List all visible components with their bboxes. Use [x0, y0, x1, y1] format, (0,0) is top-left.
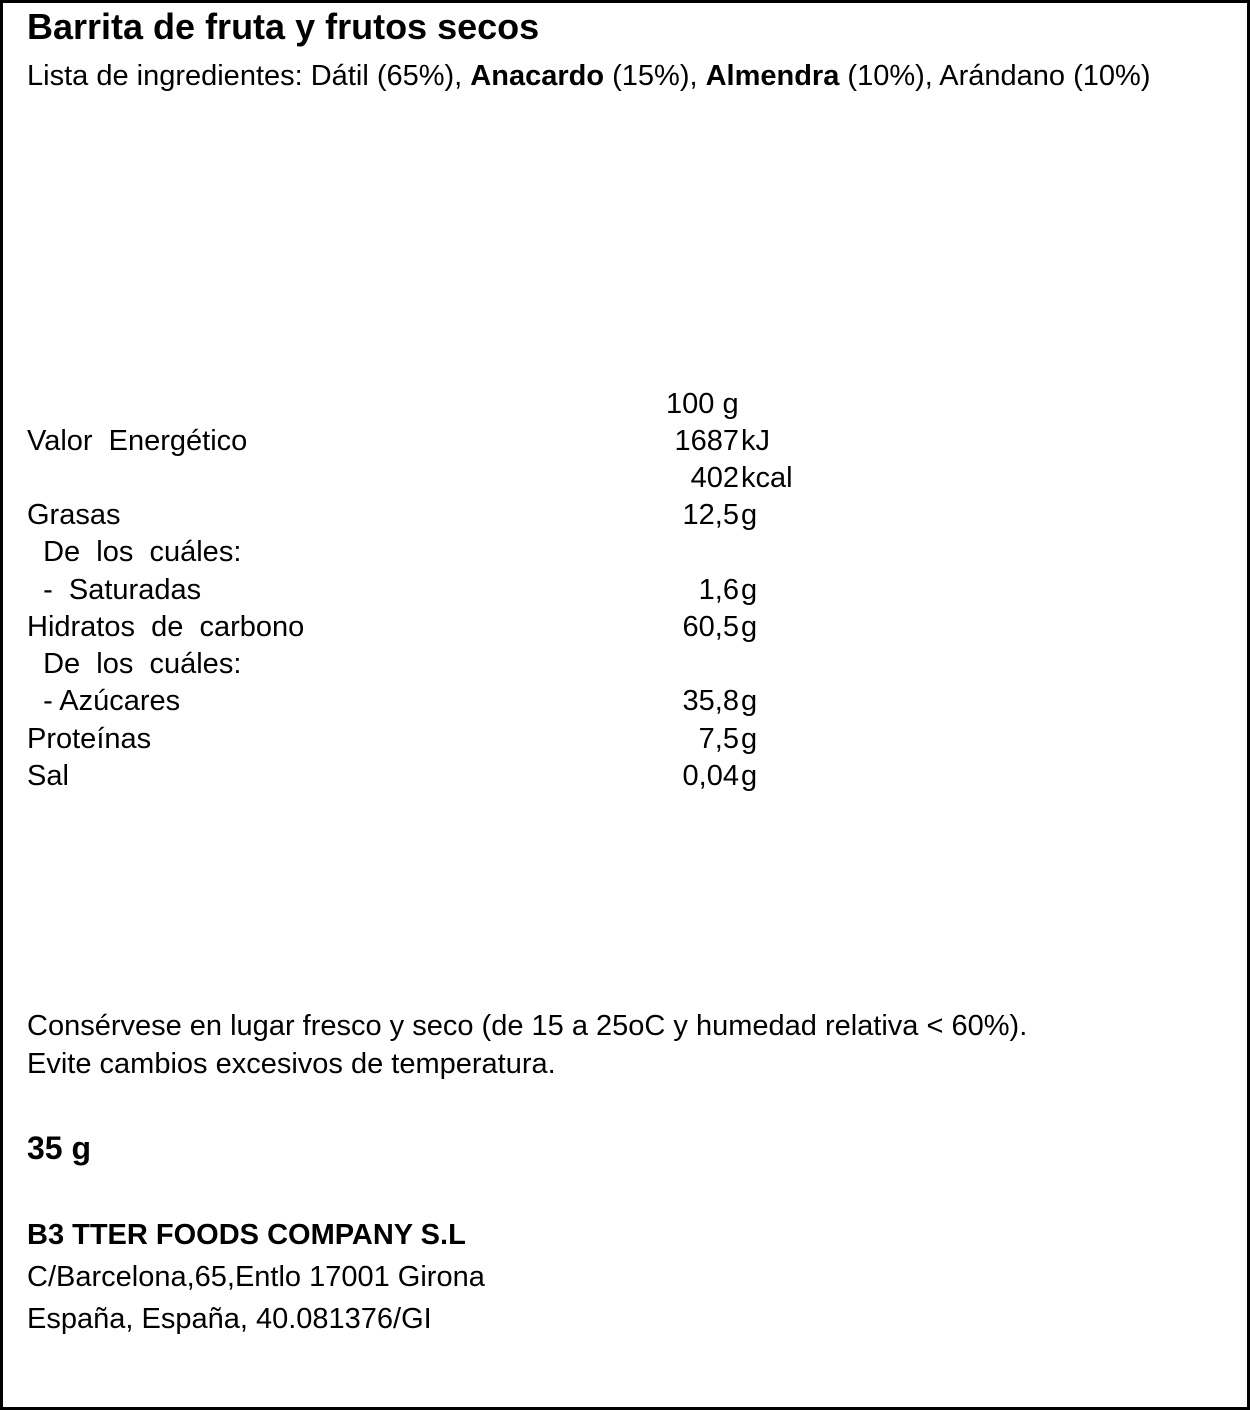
- company-address: C/Barcelona,65,Entlo 17001 Girona: [27, 1261, 485, 1293]
- nutrition-row: [27, 609, 927, 646]
- nutrition-row: [27, 572, 927, 609]
- ingredient-almendra-pct: (10%), Arándano (10%): [839, 60, 1151, 92]
- nutrition-row: [27, 646, 927, 683]
- company-country-registration: España, España, 40.081376/GI: [27, 1303, 432, 1335]
- company-name: B3 TTER FOODS COMPANY S.L: [27, 1219, 466, 1251]
- storage-line-2: Evite cambios excesivos de temperatura.: [27, 1048, 556, 1080]
- nutrient-name: Hidratos de carbono: [27, 611, 305, 643]
- nutrition-header: 100 g: [666, 388, 739, 420]
- nutrition-row: [27, 758, 927, 795]
- nutrition-row: [27, 460, 927, 497]
- ingredient-anacardo-pct: (15%),: [604, 60, 706, 92]
- product-title: Barrita de fruta y frutos secos: [27, 6, 540, 47]
- nutrient-name: De los cuáles:: [27, 648, 242, 680]
- storage-line-1: Consérvese en lugar fresco y seco (de 15 a 25oC y humedad relativa < 60%).: [27, 1010, 1028, 1042]
- nutrition-row: [27, 497, 927, 534]
- ingredients-prefix: Lista de ingredientes: Dátil (65%),: [27, 60, 471, 92]
- net-weight: 35 g: [27, 1130, 92, 1166]
- nutrient-unit: g: [741, 574, 758, 606]
- nutrient-name: Proteínas: [27, 723, 152, 755]
- nutrient-amount: 402: [690, 462, 739, 494]
- nutrient-name: Sal: [27, 760, 69, 792]
- nutrition-row: [27, 423, 927, 460]
- nutrient-unit: kcal: [741, 462, 793, 494]
- nutrition-row: [27, 534, 927, 571]
- nutrient-amount: 60,5: [682, 611, 739, 643]
- nutrient-name: - Azúcares: [27, 685, 181, 717]
- nutrient-unit: g: [741, 611, 758, 643]
- nutrient-amount: 1,6: [698, 574, 739, 606]
- storage-instructions: [27, 1007, 1027, 1083]
- nutrient-name: Grasas: [27, 499, 121, 531]
- nutrient-amount: 0,04: [682, 760, 739, 792]
- nutrient-name: Valor Energético: [27, 425, 248, 457]
- nutrient-unit: g: [741, 723, 758, 755]
- nutrient-name: - Saturadas: [27, 574, 202, 606]
- nutrient-amount: 35,8: [682, 685, 739, 717]
- nutrient-amount: 7,5: [698, 723, 739, 755]
- nutrient-amount: 1687: [674, 425, 739, 457]
- nutrient-unit: g: [741, 685, 758, 717]
- nutrient-unit: kJ: [741, 425, 770, 457]
- nutrient-unit: g: [741, 499, 758, 531]
- ingredients-list: [27, 57, 1217, 95]
- nutrient-name: De los cuáles:: [27, 536, 242, 568]
- nutrient-unit: g: [741, 760, 758, 792]
- ingredient-anacardo: Anacardo: [470, 60, 605, 92]
- nutrition-row: [27, 721, 927, 758]
- nutrient-amount: 12,5: [682, 499, 739, 531]
- ingredient-almendra: Almendra: [705, 60, 840, 92]
- nutrition-row: [27, 683, 927, 720]
